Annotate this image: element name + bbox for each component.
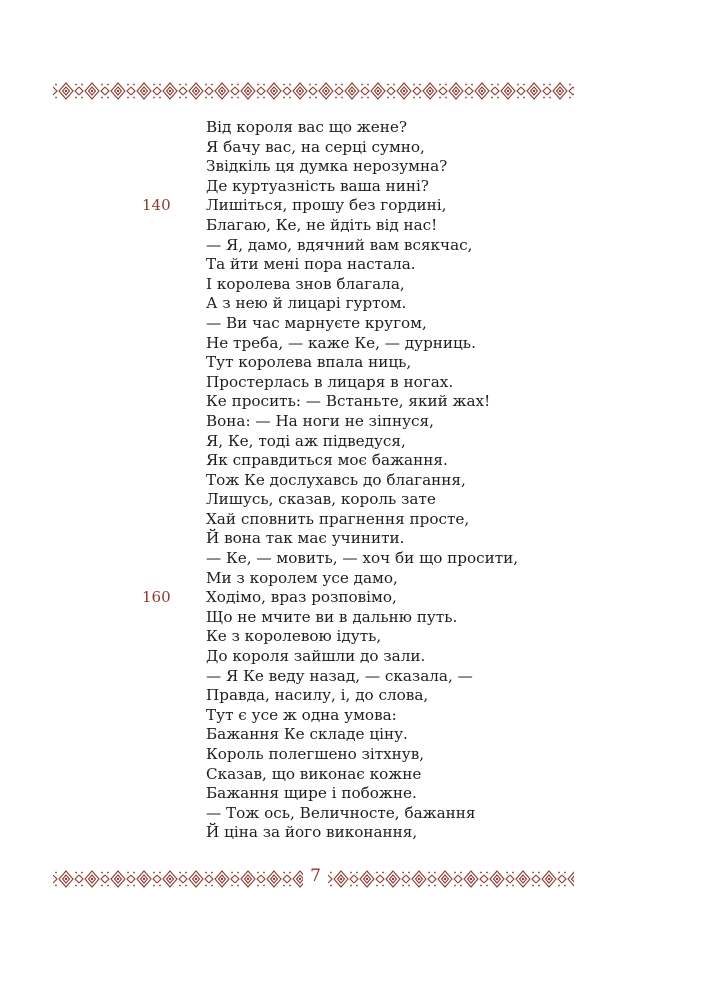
poem-line: 140 Лишіться, прошу без гордині,	[142, 196, 447, 215]
poem-line: Звідкіль ця думка нерозумна?	[206, 157, 448, 176]
poem-line: — Ке, — мовить, — хоч би що просити,	[206, 549, 519, 568]
poem-line: Ми з королем усе дамо,	[206, 568, 398, 587]
poem-line: — Тож ось, Величносте, бажання	[206, 803, 476, 822]
top-ornament-border	[53, 82, 574, 100]
poem-line: А з нею й лицарі гуртом.	[206, 294, 407, 313]
line-number-160: 160	[142, 588, 171, 607]
poem-line: — Ви час марнуєте кругом,	[206, 313, 427, 332]
poem-line: Й ціна за його виконання,	[206, 823, 418, 842]
poem-line: Сказав, що виконає кожне	[206, 764, 422, 783]
poem-line: Благаю, Ке, не йдіть від нас!	[206, 215, 438, 234]
poem-line: Король полегшено зітхнув,	[206, 745, 425, 763]
poem-text	[142, 118, 586, 843]
poem-line: Лишусь, сказав, король зате	[206, 490, 436, 509]
poem-line: Я бачу вас, на серці сумно,	[206, 137, 425, 156]
poem-line: Простерлась в лицаря в ногах.	[206, 372, 454, 391]
line-number-140: 140	[142, 196, 171, 215]
poem-line: 160 Ходімо, враз розповімо,	[142, 588, 397, 607]
bottom-left-ornament-border	[53, 870, 303, 888]
poem-line: Я, Ке, тоді аж підведуся,	[206, 431, 406, 450]
poem-line: Хай сповнить прагнення просте,	[206, 509, 470, 528]
poem-line: До короля зайшли до зали.	[206, 647, 426, 666]
poem-line: Вона: — На ноги не зіпнуся,	[206, 411, 434, 430]
poem-line: Від короля вас що жене?	[206, 118, 407, 136]
poem-line: — Я Ке веду назад, — сказала, —	[206, 666, 473, 685]
poem-line: — Я, дамо, вдячний вам всякчас,	[206, 235, 473, 254]
poem-line: Та йти мені пора настала.	[206, 255, 416, 274]
poem-line: Бажання Ке складе ціну.	[206, 725, 408, 744]
poem-line: Тут є усе ж одна умова:	[206, 705, 397, 724]
bottom-right-ornament-border	[328, 870, 574, 888]
poem-line: І королева знов благала,	[206, 274, 405, 293]
poem-line: Тож Ке дослухавсь до благання,	[206, 470, 466, 489]
poem-line: Не треба, — каже Ке, — дурниць.	[206, 333, 476, 352]
poem-line: Як справдиться моє бажання.	[206, 451, 448, 470]
poem-line: Бажання щире і побожне.	[206, 784, 417, 803]
poem-line: Правда, насилу, і, до слова,	[206, 686, 429, 705]
poem-line: Що не мчите ви в дальню путь.	[206, 607, 458, 626]
poem-line: Ке просить: — Встаньте, який жах!	[206, 392, 491, 411]
poem-line: Де куртуазність ваша нині?	[206, 176, 429, 195]
poem-line: Тут королева впала ниць,	[206, 353, 412, 372]
poem-line: Й вона так має учинити.	[206, 529, 405, 548]
poem-line: Ке з королевою ідуть,	[206, 627, 382, 646]
page-number: 7	[310, 866, 321, 886]
